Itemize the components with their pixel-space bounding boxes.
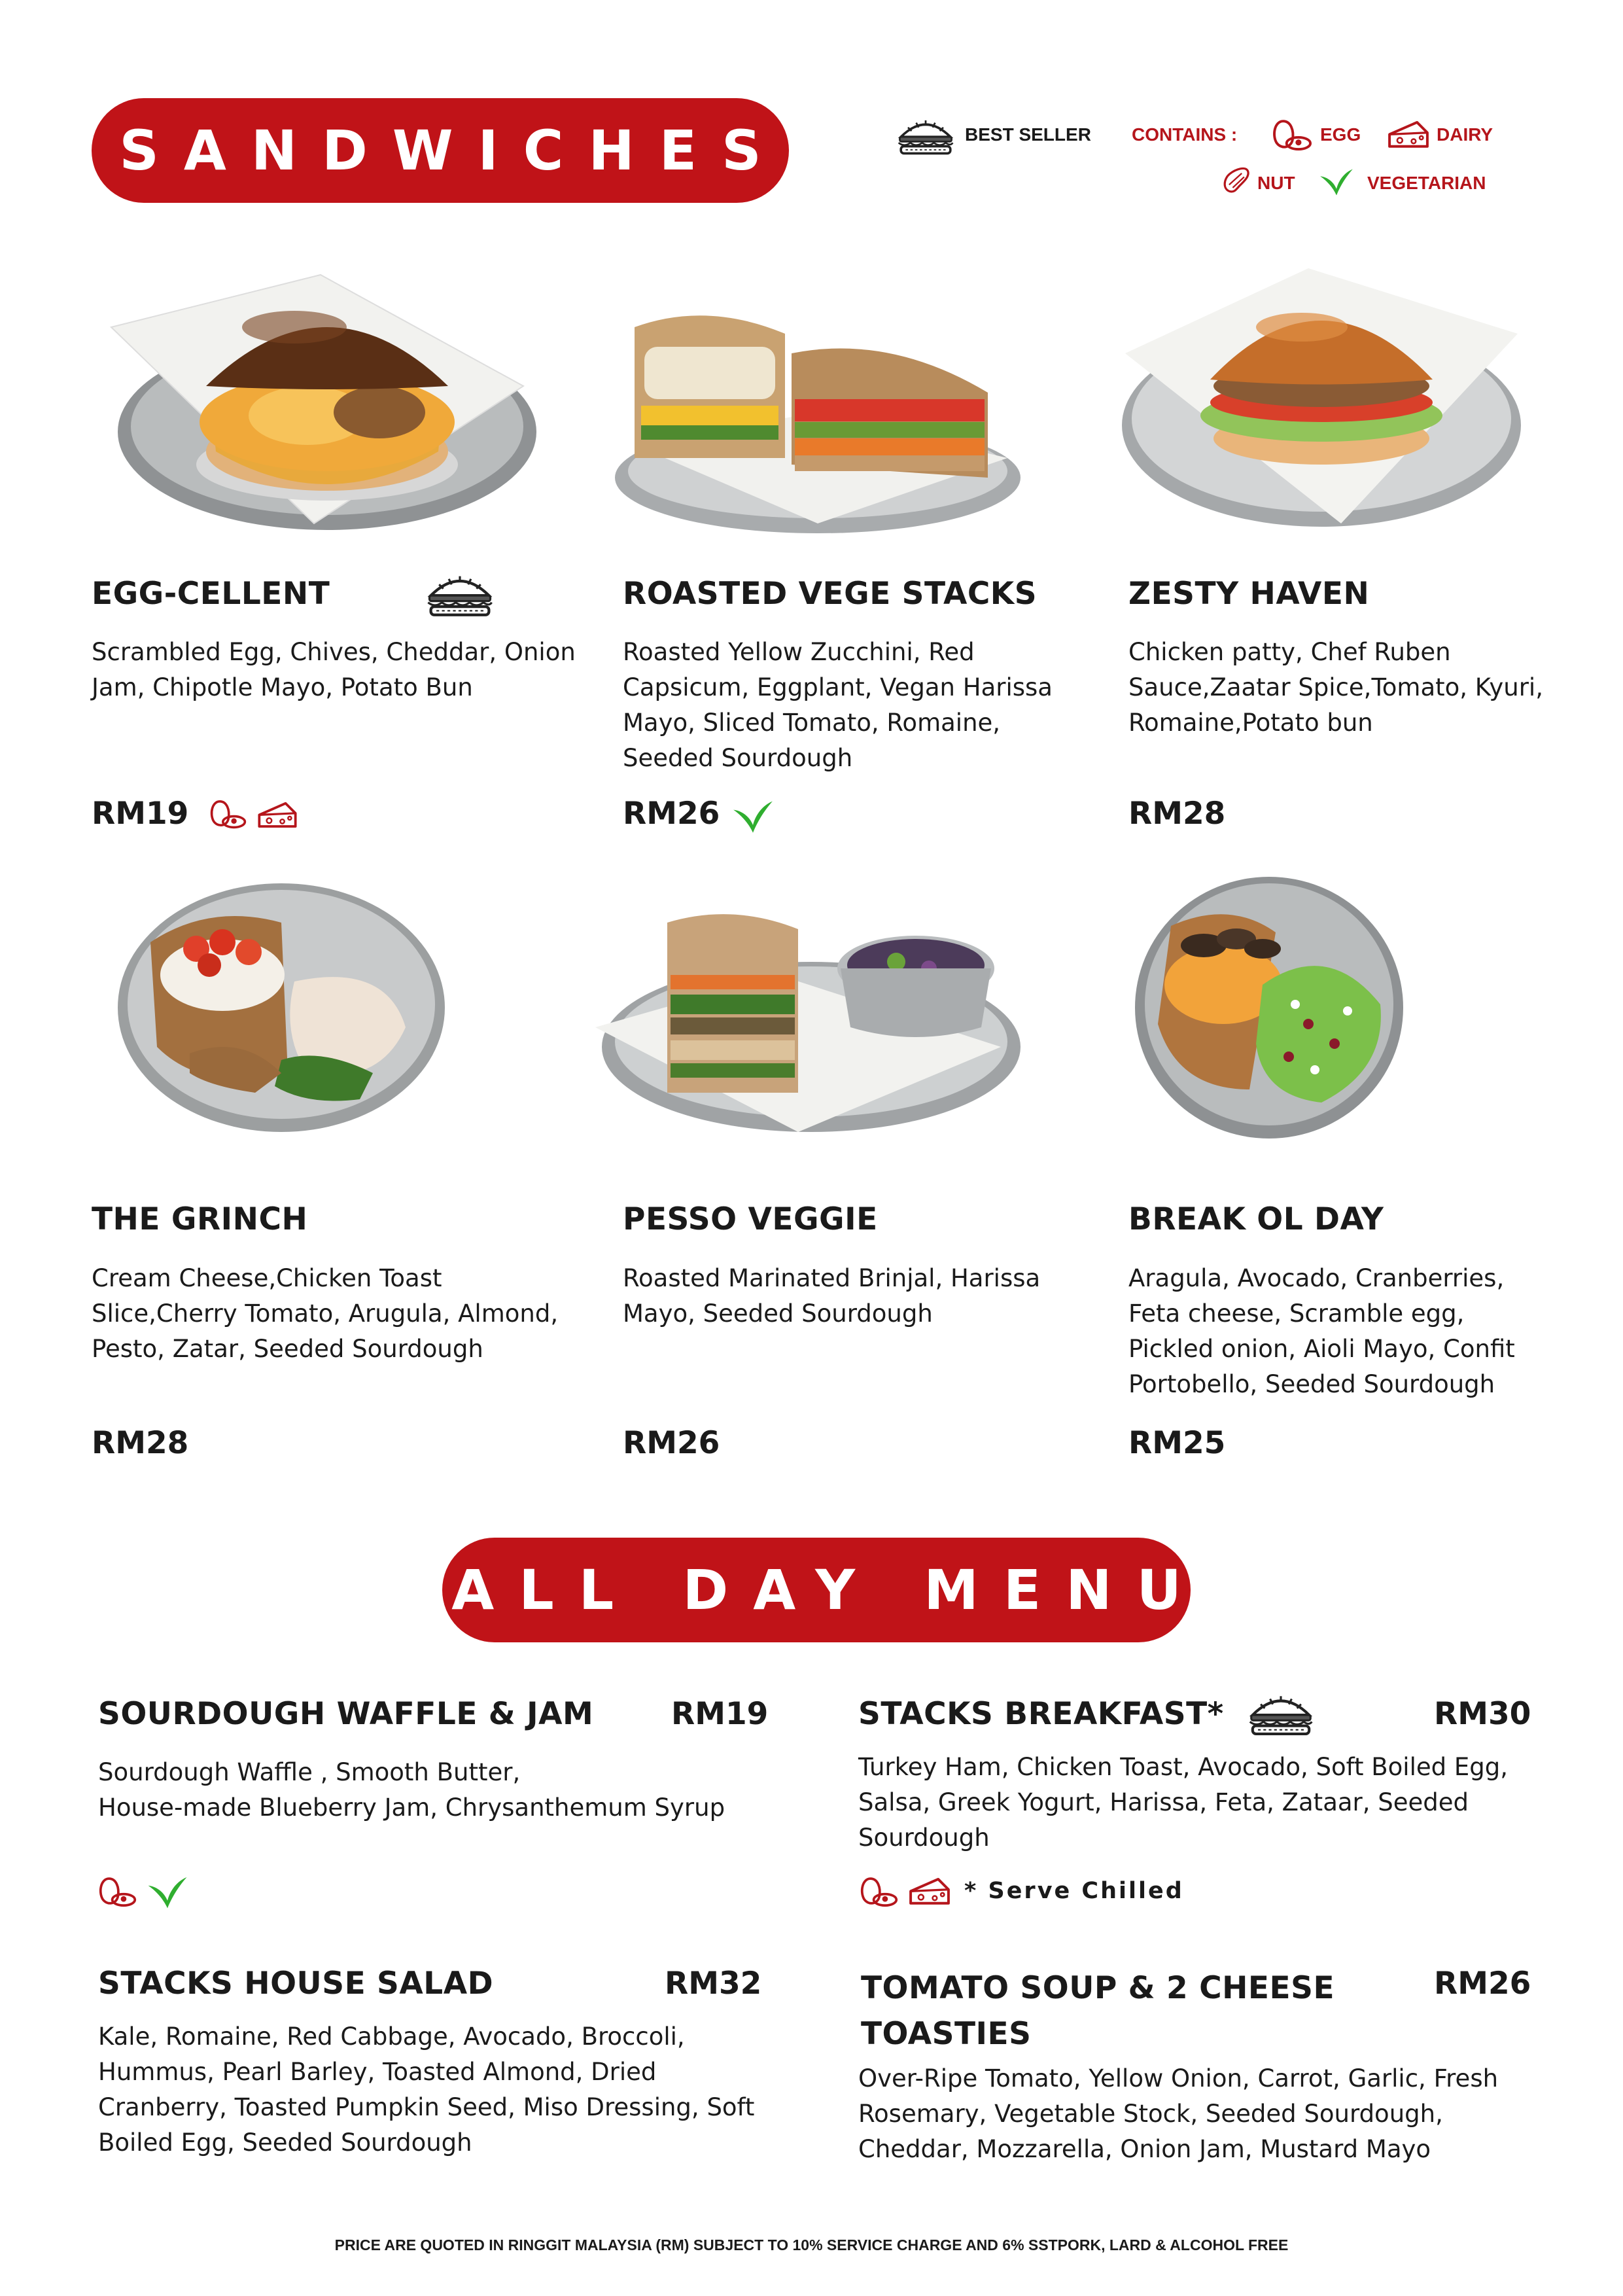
item-price: RM26	[1434, 1966, 1531, 2002]
item-price: RM32	[665, 1966, 762, 2002]
the-grinch-photo	[111, 877, 451, 1139]
egg-icon	[97, 1875, 137, 1908]
item-description: Kale, Romaine, Red Cabbage, Avocado, Broccoli, Hummus, Pearl Barley, Toasted Almond, Dried Cranberry, Toasted Pumpkin Seed, Miso Dressing, Soft Boiled Egg, Seeded Sourdough	[98, 2022, 755, 2157]
item-name: ZESTY HAVEN	[1128, 576, 1370, 612]
vegetarian-icon	[147, 1875, 188, 1909]
egg-icon	[858, 1875, 899, 1908]
item-name: BREAK OL DAY	[1128, 1201, 1384, 1237]
item-description: Sourdough Waffle , Smooth Butter, House-made Blueberry Jam, Chrysanthemum Syrup	[98, 1758, 725, 1822]
item-description: Roasted Marinated Brinjal, Harissa Mayo, Seeded Sourdough	[623, 1264, 1041, 1328]
dairy-icon	[908, 1877, 951, 1907]
item-name: TOMATO SOUP & 2 CHEESE TOASTIES	[861, 1970, 1335, 2052]
item-name: PESSO VEGGIE	[623, 1201, 878, 1237]
vegetarian-icon	[1319, 168, 1354, 196]
item-price: RM19	[92, 796, 189, 832]
legend-contains: CONTAINS :	[1132, 124, 1238, 145]
egg-icon	[208, 798, 247, 830]
item-description: Aragula, Avocado, Cranberries, Feta cheese, Scramble egg, Pickled onion, Aioli Mayo, Confit Portobello, Seeded Sourdough	[1128, 1264, 1515, 1398]
legend-best-seller: BEST SELLER	[965, 124, 1091, 145]
item-price: RM19	[671, 1696, 769, 1732]
item-description: Roasted Yellow Zucchini, Red Capsicum, Eggplant, Vegan Harissa Mayo, Sliced Tomato, Romaine, Seeded Sourdough	[623, 638, 1053, 772]
item-name: THE GRINCH	[92, 1201, 308, 1237]
item-price: RM28	[1128, 796, 1226, 832]
break-ol-day-photo	[1132, 874, 1406, 1142]
legend-egg: EGG	[1320, 124, 1361, 145]
serve-chilled-note: * Serve Chilled	[964, 1878, 1184, 1904]
dairy-icon	[256, 801, 298, 830]
item-description: Over-Ripe Tomato, Yellow Onion, Carrot, Garlic, Fresh Rosemary, Vegetable Stock, Seeded Sourdough, Cheddar, Mozzarella, Onion Jam, Mustard Mayo	[858, 2064, 1499, 2163]
item-name: STACKS HOUSE SALAD	[98, 1966, 494, 2002]
best-seller-icon	[896, 115, 955, 156]
nut-icon	[1221, 165, 1251, 195]
item-name: STACKS BREAKFAST*	[858, 1696, 1224, 1732]
item-name: SOURDOUGH WAFFLE & JAM	[98, 1696, 594, 1732]
legend-nut: NUT	[1257, 173, 1295, 193]
item-price: RM26	[623, 796, 720, 832]
legend-dairy: DAIRY	[1437, 124, 1493, 145]
item-price: RM26	[623, 1425, 720, 1461]
item-price: RM25	[1128, 1425, 1226, 1461]
all-day-menu-section-title: ALL DAY MENU	[442, 1538, 1191, 1642]
pesso-veggie-photo	[582, 896, 1027, 1139]
egg-icon	[1270, 118, 1313, 152]
item-description: Cream Cheese,Chicken Toast Slice,Cherry Tomato, Arugula, Almond, Pesto, Zatar, Seeded Sourdough	[92, 1264, 559, 1363]
item-name: EGG-CELLENT	[92, 576, 330, 612]
item-name: ROASTED VEGE STACKS	[623, 576, 1038, 612]
sandwiches-section-title: SANDWICHES	[92, 98, 789, 203]
item-price: RM30	[1434, 1696, 1531, 1732]
best-seller-icon	[425, 569, 495, 618]
zesty-haven-photo	[1106, 249, 1531, 537]
item-description: Chicken patty, Chef Ruben Sauce,Zaatar Spice,Tomato, Kyuri, Romaine,Potato bun	[1128, 638, 1543, 737]
legend-vegetarian: VEGETARIAN	[1367, 173, 1486, 193]
item-price: RM28	[92, 1425, 189, 1461]
footer-disclaimer: PRICE ARE QUOTED IN RINGGIT MALAYSIA (RM) SUBJECT TO 10% SERVICE CHARGE AND 6% SSTPORK, LARD & ALCOHOL FREE	[334, 2236, 1289, 2253]
egg-cellent-photo	[98, 255, 550, 537]
best-seller-icon	[1247, 1689, 1315, 1737]
item-description: Turkey Ham, Chicken Toast, Avocado, Soft Boiled Egg, Salsa, Greek Yogurt, Harissa, Feta, Zataar, Seeded Sourdough	[858, 1753, 1508, 1852]
item-description: Scrambled Egg, Chives, Cheddar, Onion Jam, Chipotle Mayo, Potato Bun	[92, 638, 576, 701]
vegetarian-icon	[731, 800, 775, 834]
dairy-icon	[1387, 120, 1430, 150]
roasted-vege-stacks-photo	[608, 308, 1027, 537]
